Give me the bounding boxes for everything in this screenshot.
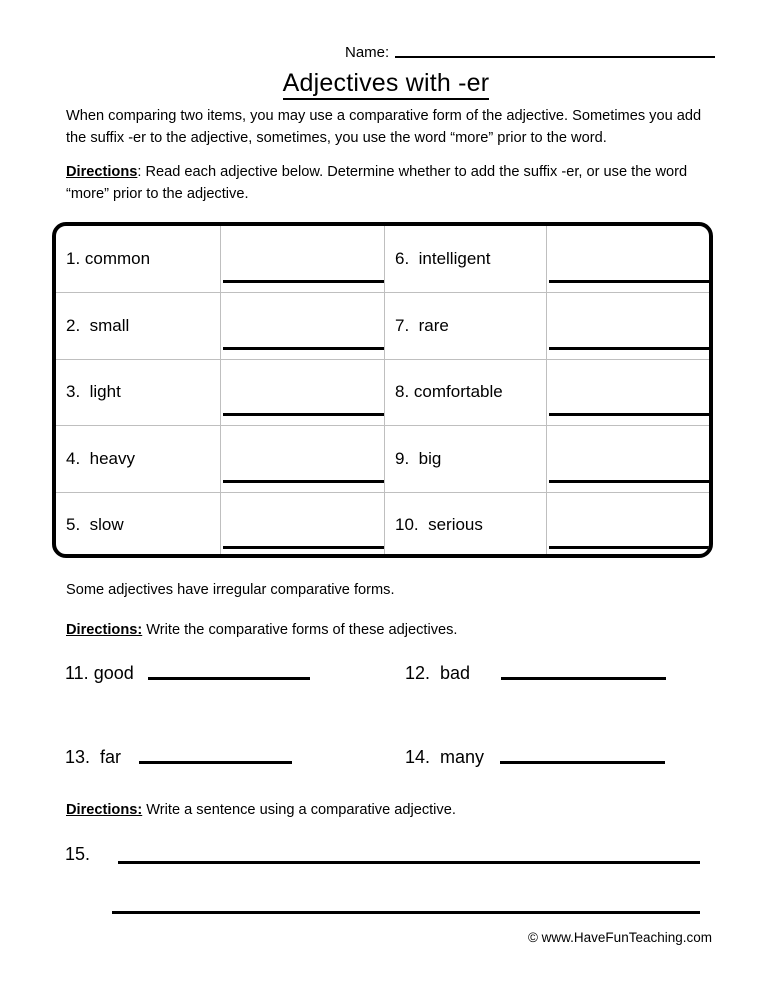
irregular-item-label: 14. many <box>405 747 485 767</box>
table-cell-word: 7. rare <box>384 293 546 358</box>
table-row <box>56 226 709 292</box>
name-field-row <box>345 44 715 61</box>
sentence-write-line-1[interactable] <box>118 861 700 864</box>
table-cell-word: 9. big <box>384 426 546 491</box>
directions-2-label: Directions: <box>66 622 143 638</box>
answer-write-line[interactable] <box>549 546 713 549</box>
table-cell-answer[interactable] <box>546 493 709 558</box>
table-cell-word: 5. slow <box>66 515 124 535</box>
answer-write-line[interactable] <box>500 761 665 764</box>
answer-write-line[interactable] <box>139 761 292 764</box>
irregular-item-12 <box>405 662 666 684</box>
page-title-text: Adjectives with -er <box>283 69 490 100</box>
answer-write-line[interactable] <box>549 413 713 416</box>
table-row <box>56 492 709 558</box>
answer-write-line[interactable] <box>549 480 713 483</box>
irregular-item-14 <box>405 746 665 768</box>
adjectives-table <box>52 222 713 558</box>
table-cell-answer[interactable] <box>546 226 709 292</box>
answer-write-line[interactable] <box>223 413 384 416</box>
table-row <box>56 425 709 491</box>
table-cell-answer[interactable] <box>220 493 384 558</box>
table-cell-word: 6. intelligent <box>384 226 546 292</box>
table-cell-word: 8. comfortable <box>384 360 546 425</box>
table-cell-word: 2. small <box>66 316 130 336</box>
intro-block <box>66 106 714 205</box>
footer-copyright: © www.HaveFunTeaching.com <box>527 930 712 945</box>
table-cell-answer[interactable] <box>220 226 384 292</box>
sentence-write-line-2[interactable] <box>112 911 700 914</box>
answer-write-line[interactable] <box>148 677 310 680</box>
answer-write-line[interactable] <box>223 280 384 283</box>
answer-write-line[interactable] <box>549 347 713 350</box>
directions-1-text: : Read each adjective below. Determine whether to add the suffix -er, or use the word “more” prior to the adjective. <box>66 164 688 202</box>
table-cell-word: 4. heavy <box>66 448 135 468</box>
table-row <box>56 359 709 425</box>
irregular-item-label: 12. bad <box>405 663 471 683</box>
table-cell-answer[interactable] <box>546 293 709 358</box>
directions-1 <box>66 162 714 205</box>
directions-1-label: Directions <box>66 164 138 180</box>
name-write-line[interactable] <box>395 56 715 58</box>
table-cell-answer[interactable] <box>220 360 384 425</box>
table-cell-answer[interactable] <box>546 360 709 425</box>
table-cell-answer[interactable] <box>220 293 384 358</box>
intro-paragraph: When comparing two items, you may use a comparative form of the adjective. Sometimes you add the suffix -er to the adjective, sometimes, you use the word “more” prior to the word. <box>66 108 702 146</box>
directions-3-text: Write a sentence using a comparative adjective. <box>142 802 456 818</box>
table-cell-word: 3. light <box>66 382 121 402</box>
directions-3-label: Directions: <box>66 802 143 818</box>
page-title <box>0 68 772 98</box>
table-row <box>56 292 709 358</box>
irregular-note: Some adjectives have irregular comparative forms. <box>66 582 395 598</box>
name-label: Name: <box>345 44 390 61</box>
irregular-item-11 <box>65 662 310 684</box>
answer-write-line[interactable] <box>223 347 384 350</box>
answer-write-line[interactable] <box>549 280 713 283</box>
adjectives-table-grid <box>56 226 709 554</box>
table-cell-word: 10. serious <box>384 493 546 558</box>
sentence-item-number: 15. <box>65 844 91 864</box>
table-cell-word: 1. common <box>66 249 151 269</box>
directions-2 <box>66 620 457 640</box>
irregular-item-label: 11. good <box>65 663 134 683</box>
table-cell-answer[interactable] <box>220 426 384 491</box>
irregular-item-13 <box>65 746 292 768</box>
answer-write-line[interactable] <box>223 546 384 549</box>
directions-2-text: Write the comparative forms of these adjectives. <box>142 622 458 638</box>
answer-write-line[interactable] <box>223 480 384 483</box>
directions-3 <box>66 800 456 820</box>
table-cell-answer[interactable] <box>546 426 709 491</box>
answer-write-line[interactable] <box>501 677 666 680</box>
irregular-item-label: 13. far <box>65 747 122 767</box>
